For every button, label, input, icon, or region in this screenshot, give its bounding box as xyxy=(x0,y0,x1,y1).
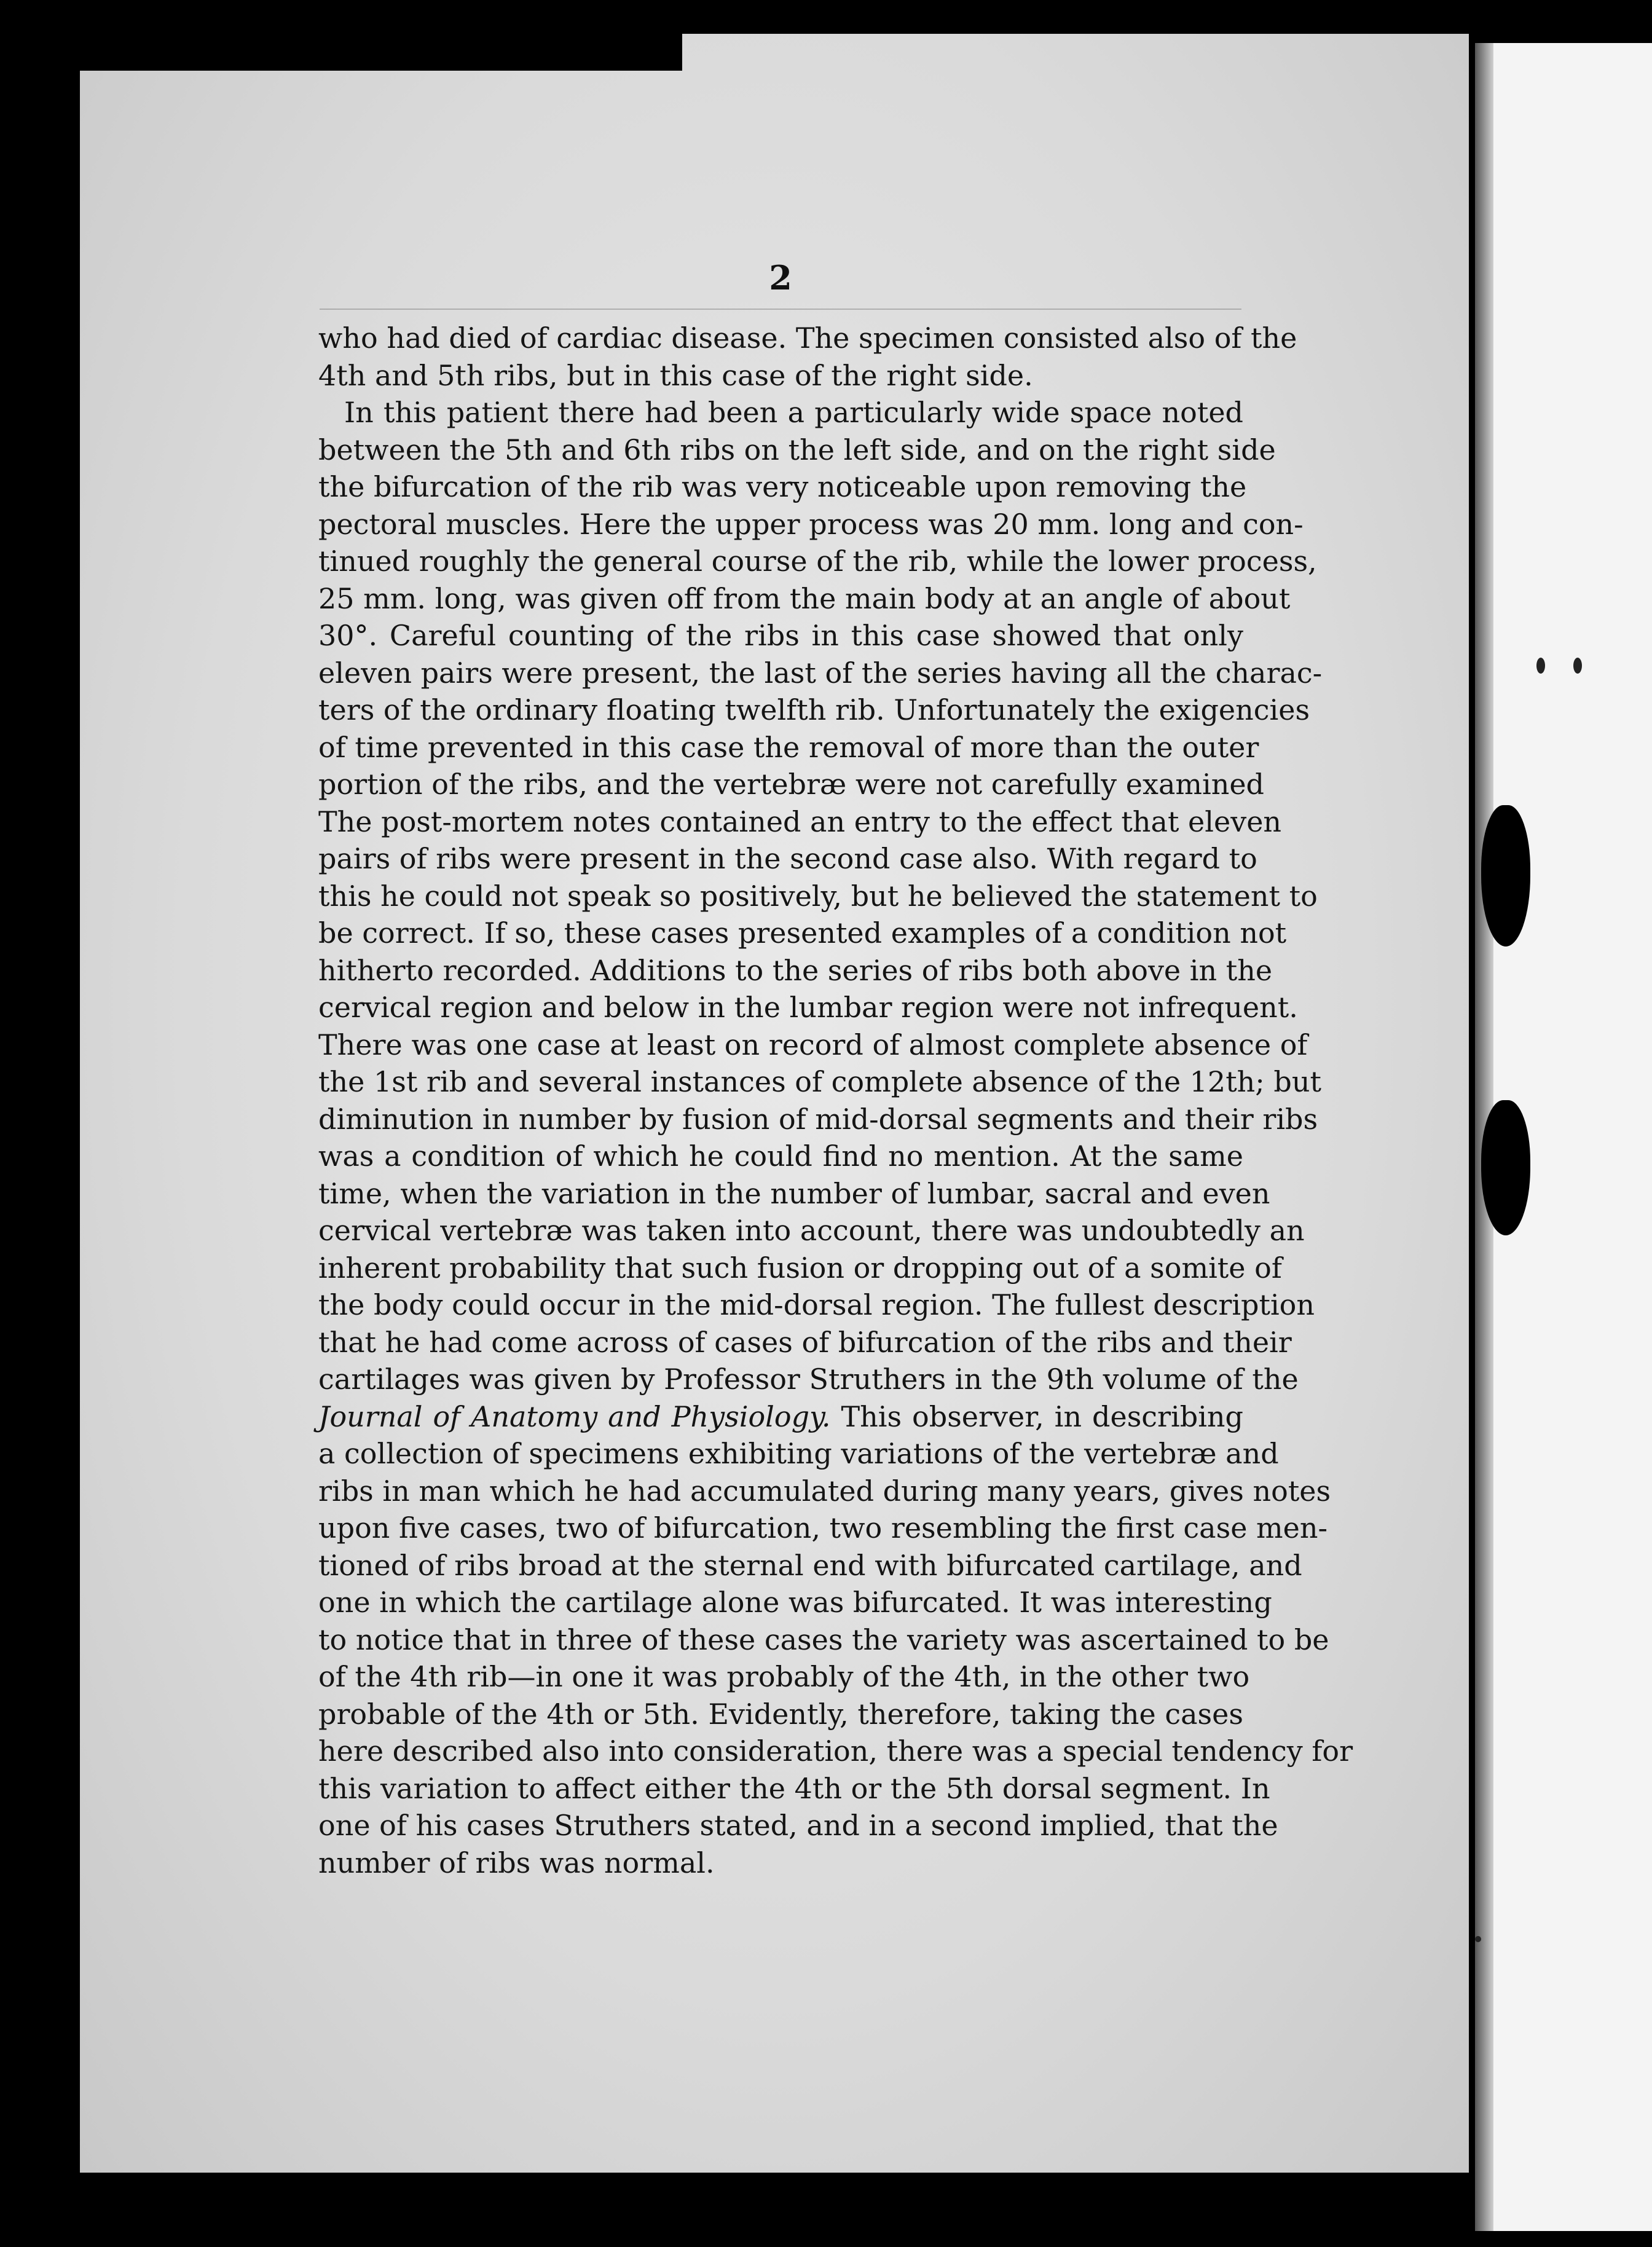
text-line: one in which the cartilage alone was bifurcated. It was interesting xyxy=(318,1586,1272,1619)
body-text xyxy=(318,320,1353,1881)
text-line: upon five cases, two of bifurcation, two resembling the first case men- xyxy=(318,1511,1328,1545)
text-line: be correct. If so, these cases presented examples of a condition not xyxy=(318,916,1287,950)
header-rule xyxy=(320,309,1241,310)
text-line: 30°. Careful counting of the ribs in this case showed that only xyxy=(318,619,1243,652)
text-line: tinued roughly the general course of the rib, while the lower process, xyxy=(318,545,1317,578)
text-line: the body could occur in the mid-dorsal region. The fullest description xyxy=(318,1288,1315,1321)
text-line: The post-mortem notes contained an entry to the effect that eleven xyxy=(318,805,1282,838)
text-line: time, when the variation in the number of lumbar, sacral and even xyxy=(318,1176,1270,1210)
text-line: 4th and 5th ribs, but in this case of the right side. xyxy=(318,358,1033,392)
text-line: to notice that in three of these cases the variety was ascertained to be xyxy=(318,1623,1329,1656)
ink-blot-icon xyxy=(1481,805,1530,946)
margin-mark-icon xyxy=(1573,658,1582,674)
text-line: cartilages was given by Professor Struthers in the 9th volume of the xyxy=(318,1363,1299,1396)
text-line: between the 5th and 6th ribs on the left side, and on the right side xyxy=(318,433,1276,466)
text-fragment: This observer, in describing xyxy=(830,1399,1243,1433)
text-line: There was one case at least on record of almost complete absence of xyxy=(318,1028,1308,1061)
ink-blot-icon xyxy=(1481,1100,1530,1235)
text-line: this variation to affect either the 4th or the 5th dorsal segment. In xyxy=(318,1771,1270,1805)
page-number: 2 xyxy=(769,258,792,297)
text-line: who had died of cardiac disease. The specimen consisted also of the xyxy=(318,321,1297,355)
text-line: cervical region and below in the lumbar region were not infrequent. xyxy=(318,991,1298,1024)
text-line: diminution in number by fusion of mid-dorsal segments and their ribs xyxy=(318,1102,1318,1136)
text-line: In this patient there had been a particularly wide space noted xyxy=(344,396,1243,429)
paragraph-3 xyxy=(318,1398,1353,1882)
paragraph-1 xyxy=(318,320,1297,394)
text-line: pairs of ribs were present in the second case also. With regard to xyxy=(318,842,1257,875)
text-line: pectoral muscles. Here the upper process was 20 mm. long and con- xyxy=(318,507,1304,541)
text-line: 25 mm. long, was given off from the main body at an angle of about xyxy=(318,581,1291,615)
text-line: probable of the 4th or 5th. Evidently, therefore, taking the cases xyxy=(318,1697,1243,1731)
text-line: inherent probability that such fusion or dropping out of a somite of xyxy=(318,1251,1282,1285)
text-line: tioned of ribs broad at the sternal end with bifurcated cartilage, and xyxy=(318,1548,1302,1582)
text-line: cervical vertebræ was taken into account, there was undoubtedly an xyxy=(318,1214,1305,1247)
margin-mark-icon xyxy=(1536,658,1545,674)
scan-edge-tape xyxy=(80,34,682,71)
text-line: ribs in man which he had accumulated during many years, gives notes xyxy=(318,1474,1331,1508)
text-line: hitherto recorded. Additions to the series of ribs both above in the xyxy=(318,953,1273,987)
adjacent-page-edge xyxy=(1475,43,1652,2231)
text-line: one of his cases Struthers stated, and in a second implied, that the xyxy=(318,1809,1278,1842)
text-line: ters of the ordinary floating twelfth rib. Unfortunately the exigencies xyxy=(318,693,1310,726)
text-line: eleven pairs were present, the last of the series having all the charac- xyxy=(318,656,1323,690)
text-line: of time prevented in this case the removal of more than the outer xyxy=(318,730,1259,764)
text-line: this he could not speak so positively, but he believed the statement to xyxy=(318,879,1318,913)
text-line: a collection of specimens exhibiting variations of the vertebræ and xyxy=(318,1437,1279,1470)
text-line: here described also into consideration, there was a special tendency for xyxy=(318,1734,1353,1768)
text-line: of the 4th rib—in one it was probably of the 4th, in the other two xyxy=(318,1660,1250,1693)
margin-dot-icon xyxy=(1475,1936,1481,1942)
text-line: portion of the ribs, and the vertebræ were not carefully examined xyxy=(318,768,1265,801)
text-line: number of ribs was normal. xyxy=(318,1846,715,1879)
text-line: was a condition of which he could find no mention. At the same xyxy=(318,1139,1243,1173)
text-line xyxy=(318,1398,1243,1436)
journal-title: Journal of Anatomy and Physiology. xyxy=(318,1399,831,1433)
text-line: that he had come across of cases of bifurcation of the ribs and their xyxy=(318,1325,1292,1359)
text-line: the bifurcation of the rib was very noticeable upon removing the xyxy=(318,470,1247,503)
text-line: the 1st rib and several instances of complete absence of the 12th; but xyxy=(318,1065,1321,1098)
paragraph-2 xyxy=(318,394,1323,1398)
